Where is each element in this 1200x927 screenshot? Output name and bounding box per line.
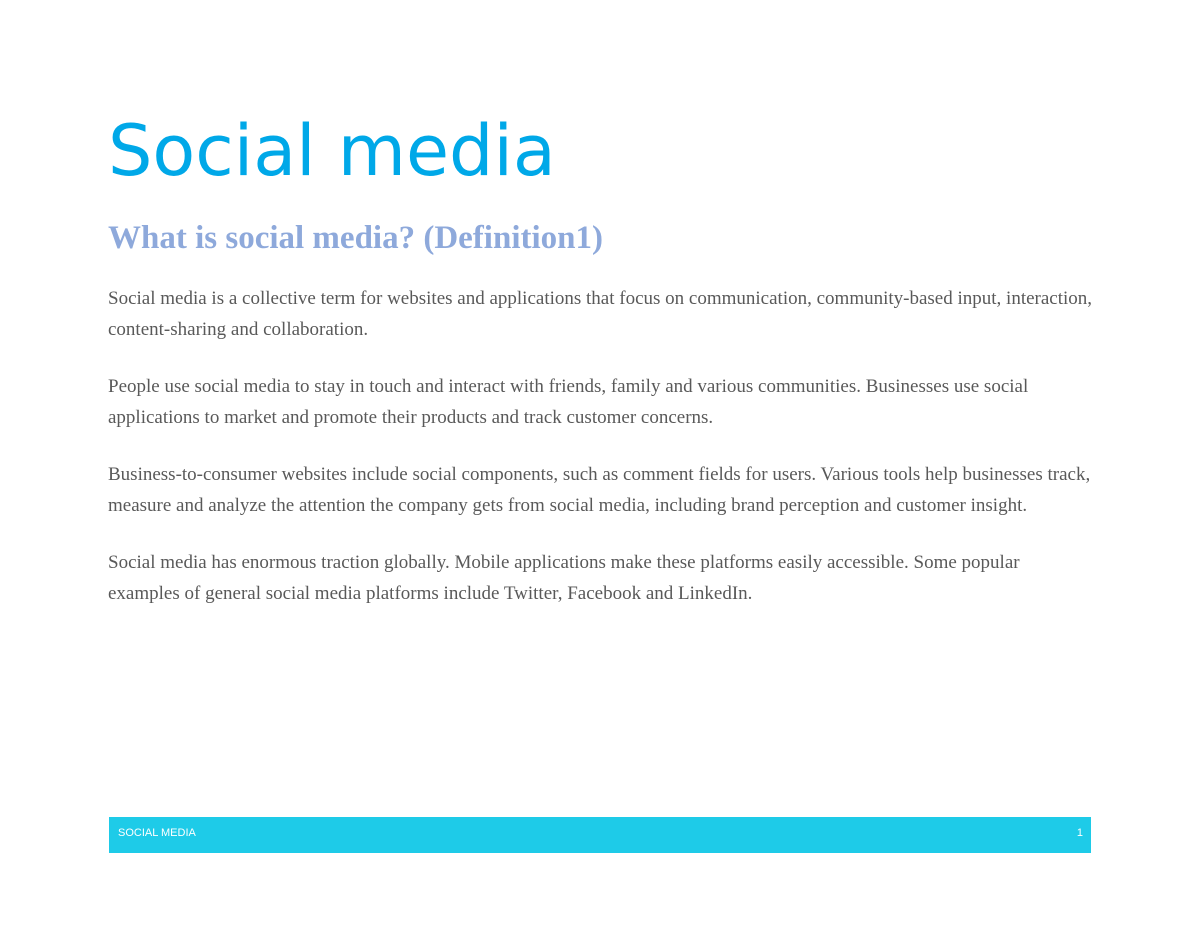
- footer-label: SOCIAL MEDIA: [118, 827, 196, 839]
- paragraph-3: Business-to-consumer websites include social components, such as comment fields for users. Various tools help businesses track, measure and analyze the attention the company gets from social media, including brand perception and customer insight.: [108, 464, 1091, 516]
- section-heading: What is social media? (Definition1): [108, 220, 603, 256]
- page-footer: [109, 817, 1091, 853]
- paragraph-4: Social media has enormous traction globally. Mobile applications make these platforms easily accessible. Some popular examples of general social media platforms include Twitter, Facebook and LinkedIn.: [108, 552, 1020, 604]
- page-title: Social media: [108, 110, 556, 192]
- paragraph-2: People use social media to stay in touch and interact with friends, family and various communities. Businesses use social applications to market and promote their products and track customer concerns.: [108, 376, 1029, 428]
- page-number: 1: [1076, 827, 1083, 839]
- body-text: [108, 283, 1093, 635]
- paragraph-1: Social media is a collective term for websites and applications that focus on communication, community-based input, interaction, content-sharing and collaboration.: [108, 288, 1093, 340]
